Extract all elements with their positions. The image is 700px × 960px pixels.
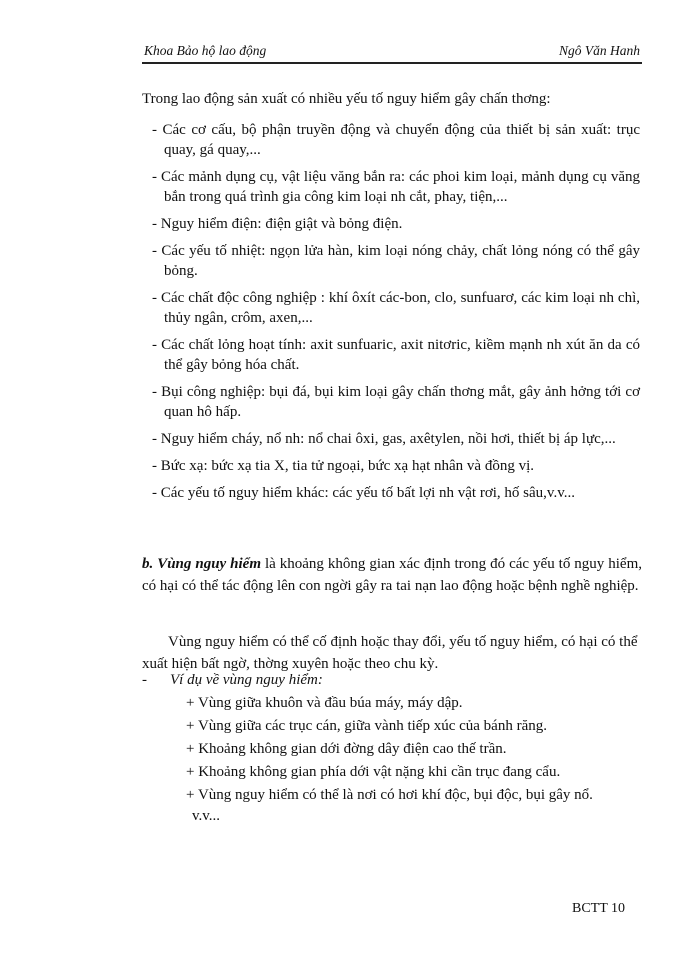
footer-label: BCTT (572, 901, 608, 916)
hazard-item: - Nguy hiểm điện: điện giật và bỏng điện. (152, 216, 403, 232)
hazard-item: - Các yếu tố nhiệt: ngọn lửa hàn, kim loại nóng chảy, chất lỏng nóng có thể gây bỏng. (152, 243, 640, 279)
example-item: + Vùng nguy hiểm có thể là nơi có hơi khí độc, bụi độc, bụi gây nổ. (186, 787, 593, 803)
hazard-item: - Các mảnh dụng cụ, vật liệu văng bắn ra: các phoi kim loại, mảnh dụng cụ văng bắn trong quá trình gia công kim loại nh cắt, phay, tiện,... (152, 169, 640, 205)
intro-paragraph: Trong lao động sản xuất có nhiều yếu tố nguy hiểm gây chấn thơng: (142, 91, 551, 107)
etc-text: v.v... (192, 808, 221, 824)
danger-zone-definition (142, 553, 642, 597)
example-heading (142, 670, 642, 690)
header-author: Ngô Văn Hanh (559, 43, 640, 58)
example-item: + Khoảng không gian dới đờng dây điện cao thế trần. (186, 741, 507, 757)
page-number: 10 (611, 901, 626, 916)
example-dash: - (142, 672, 147, 688)
example-item: + Vùng giữa khuôn và đầu búa máy, máy dập. (186, 695, 463, 711)
example-item: + Vùng giữa các trục cán, giữa vành tiếp xúc của bánh răng. (186, 718, 547, 734)
hazard-item: - Bức xạ: bức xạ tia X, tia tử ngoại, bức xạ hạt nhân và đồng vị. (152, 458, 535, 474)
hazard-item: - Bụi công nghiệp: bụi đá, bụi kim loại gây chấn thơng mắt, gây ảnh hởng tới cơ quan hô hấp. (152, 384, 640, 420)
danger-zone-definition-text: là khoảng không gian xác định trong đó các yếu tố nguy hiểm, có hại có thể tác động lên con ngời gây ra tai nạn lao động hoặc bệnh nghề nghiệp. (142, 556, 642, 594)
header-department: Khoa Bảo hộ lao động (144, 43, 267, 58)
hazard-list (152, 120, 640, 510)
hazard-item: - Các chất lỏng hoạt tính: axit sunfuaric, axit nitơric, kiềm mạnh nh xút ăn da có thể gây bỏng hóa chất. (152, 337, 640, 373)
example-title: Ví dụ về vùng nguy hiểm: (170, 672, 323, 688)
danger-zone-term: b. Vùng nguy hiểm (142, 556, 261, 572)
hazard-item: - Các cơ cấu, bộ phận truyền động và chuyển động của thiết bị sản xuất: trục quay, gá quay,... (152, 122, 640, 158)
hazard-item: - Các yếu tố nguy hiểm khác: các yếu tố bất lợi nh vật rơi, hố sâu,v.v... (152, 485, 575, 501)
hazard-item: - Các chất độc công nghiệp : khí ôxít các-bon, clo, sunfuarơ, các kim loại nh chì, thủy ngân, crôm, axen,... (152, 290, 640, 326)
hazard-item: - Nguy hiểm cháy, nổ nh: nổ chai ôxi, gas, axêtylen, nồi hơi, thiết bị áp lực,... (152, 431, 616, 447)
page-footer (572, 901, 625, 917)
page-header (142, 42, 642, 64)
example-item: + Khoảng không gian phía dới vật nặng khi cần trục đang cẩu. (186, 764, 561, 780)
example-list (186, 692, 636, 807)
danger-zone-variability: Vùng nguy hiểm có thể cố định hoặc thay đổi, yếu tố nguy hiểm, có hại có thể xuất hiện bất ngờ, thờng xuyên hoặc theo chu kỳ. (142, 634, 638, 672)
